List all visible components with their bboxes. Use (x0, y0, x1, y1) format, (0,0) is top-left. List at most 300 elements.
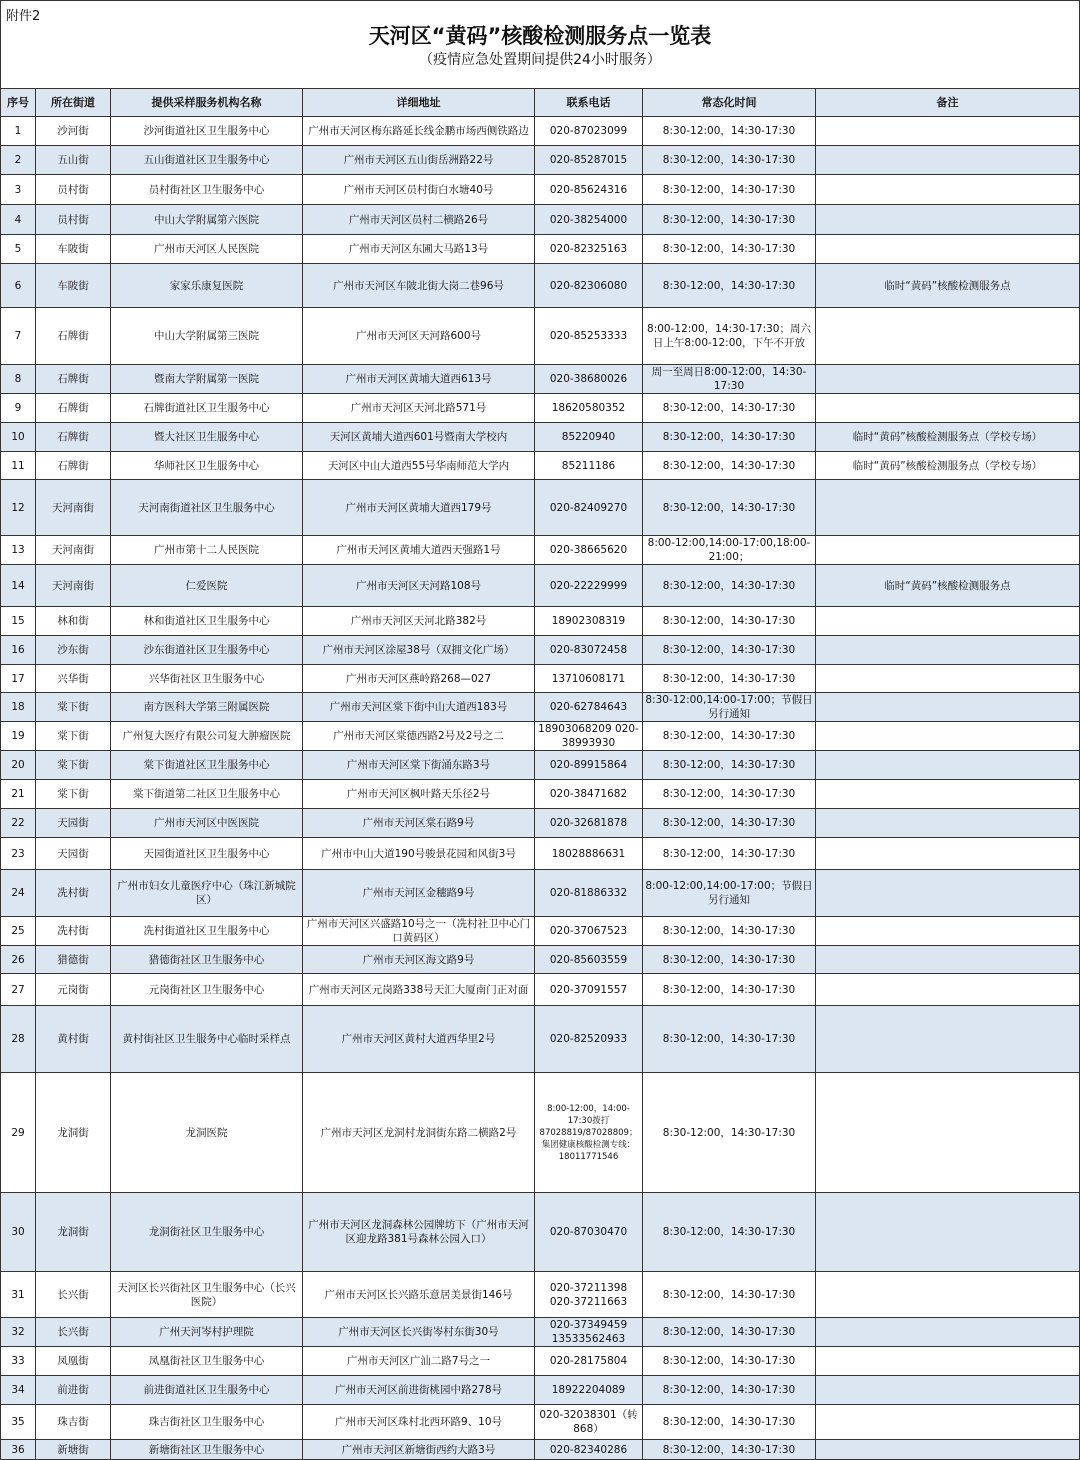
table-row (1, 870, 1080, 917)
table-row (1, 565, 1080, 607)
cell-index: 2 (1, 146, 36, 175)
cell-index: 11 (1, 452, 36, 480)
cell-street: 天园街 (36, 838, 111, 870)
cell-institution: 暨大社区卫生服务中心 (111, 423, 303, 452)
cell-street: 棠下街 (36, 751, 111, 780)
cell-index: 35 (1, 1405, 36, 1440)
cell-remarks (816, 665, 1080, 693)
cell-index: 34 (1, 1376, 36, 1405)
cell-institution: 南方医科大学第三附属医院 (111, 693, 303, 722)
cell-address: 广州市天河区龙洞森林公园牌坊下（广州市天河区迎龙路381号森林公园入口） (303, 1193, 535, 1272)
cell-remarks (816, 536, 1080, 565)
cell-index: 28 (1, 1006, 36, 1073)
cell-street: 沙河街 (36, 117, 111, 146)
cell-street: 天河南街 (36, 480, 111, 536)
table-row (1, 308, 1080, 365)
cell-address: 天河区黄埔大道西601号暨南大学校内 (303, 423, 535, 452)
table-row (1, 1440, 1080, 1460)
table-row (1, 1073, 1080, 1193)
cell-index: 12 (1, 480, 36, 536)
table-row (1, 636, 1080, 665)
cell-index: 32 (1, 1318, 36, 1347)
cell-remarks (816, 308, 1080, 365)
cell-hours: 8:30-12:00，14:30-17:30 (643, 565, 816, 607)
cell-index: 6 (1, 264, 36, 308)
cell-address: 广州市天河区东圃大马路13号 (303, 235, 535, 264)
cell-remarks (816, 1272, 1080, 1318)
cell-phone: 8:00-12:00，14:00-17:30拨打87028819/87028809；集团健康核酸检测专线：18011771546 (535, 1073, 643, 1193)
cell-index: 29 (1, 1073, 36, 1193)
cell-remarks: 临时“黄码”核酸检测服务点 (816, 264, 1080, 308)
cell-institution: 猎德街社区卫生服务中心 (111, 946, 303, 974)
cell-index: 15 (1, 607, 36, 636)
cell-index: 31 (1, 1272, 36, 1318)
cell-phone: 020-82325163 (535, 235, 643, 264)
cell-street: 员村街 (36, 175, 111, 205)
cell-institution: 家家乐康复医院 (111, 264, 303, 308)
cell-remarks (816, 394, 1080, 423)
cell-street: 天河南街 (36, 536, 111, 565)
cell-address: 广州市天河区棠德西路2号及2号之二 (303, 722, 535, 751)
cell-phone: 020-37067523 (535, 917, 643, 946)
cell-institution: 暨南大学附属第一医院 (111, 365, 303, 394)
cell-street: 车陂街 (36, 264, 111, 308)
cell-phone: 020-85287015 (535, 146, 643, 175)
cell-street: 天园街 (36, 809, 111, 838)
cell-institution: 棠下街道第二社区卫生服务中心 (111, 780, 303, 809)
cell-address: 广州市天河区天河路108号 (303, 565, 535, 607)
cell-institution: 林和街道社区卫生服务中心 (111, 607, 303, 636)
cell-institution: 天园街道社区卫生服务中心 (111, 838, 303, 870)
cell-address: 广州市天河区枫叶路天乐径2号 (303, 780, 535, 809)
cell-phone: 020-87030470 (535, 1193, 643, 1272)
cell-phone: 020-38254000 (535, 205, 643, 235)
cell-street: 五山街 (36, 146, 111, 175)
cell-phone: 020-81886332 (535, 870, 643, 917)
cell-hours: 8:30-12:00，14:30-17:30 (643, 1347, 816, 1376)
header-hours: 常态化时间 (643, 89, 816, 117)
cell-phone: 020-85253333 (535, 308, 643, 365)
table-row (1, 751, 1080, 780)
cell-remarks (816, 146, 1080, 175)
header-street: 所在街道 (36, 89, 111, 117)
cell-address: 广州市天河区天河北路571号 (303, 394, 535, 423)
cell-remarks (816, 693, 1080, 722)
table-header-row (1, 89, 1080, 117)
cell-institution: 黄村街社区卫生服务中心临时采样点 (111, 1006, 303, 1073)
cell-index: 27 (1, 974, 36, 1006)
cell-street: 冼村街 (36, 917, 111, 946)
cell-address: 广州市天河区天河路600号 (303, 308, 535, 365)
cell-address: 天河区中山大道西55号华南师范大学内 (303, 452, 535, 480)
cell-phone: 020-85603559 (535, 946, 643, 974)
cell-remarks (816, 809, 1080, 838)
table-row (1, 1006, 1080, 1073)
table-row (1, 1347, 1080, 1376)
cell-phone: 020-37211398 020-37211663 (535, 1272, 643, 1318)
cell-hours: 8:30-12:00，14:30-17:30 (643, 1318, 816, 1347)
cell-phone: 13710608171 (535, 665, 643, 693)
cell-remarks (816, 780, 1080, 809)
cell-street: 棠下街 (36, 722, 111, 751)
cell-institution: 棠下街道社区卫生服务中心 (111, 751, 303, 780)
cell-street: 棠下街 (36, 693, 111, 722)
cell-institution: 华师社区卫生服务中心 (111, 452, 303, 480)
cell-index: 3 (1, 175, 36, 205)
cell-index: 26 (1, 946, 36, 974)
cell-phone: 020-37349459 13533562463 (535, 1318, 643, 1347)
cell-hours: 8:30-12:00，14:30-17:30 (643, 1376, 816, 1405)
cell-hours: 8:30-12:00，14:30-17:30 (643, 1272, 816, 1318)
cell-index: 19 (1, 722, 36, 751)
cell-institution: 珠吉街社区卫生服务中心 (111, 1405, 303, 1440)
cell-address: 广州市天河区棠下街中山大道西183号 (303, 693, 535, 722)
table-row (1, 175, 1080, 205)
cell-hours: 8:30-12:00，14:30-17:30 (643, 838, 816, 870)
cell-address: 广州市天河区棠石路9号 (303, 809, 535, 838)
cell-institution: 沙河街道社区卫生服务中心 (111, 117, 303, 146)
cell-institution: 广州天河岑村护理院 (111, 1318, 303, 1347)
cell-street: 龙洞街 (36, 1073, 111, 1193)
cell-street: 冼村街 (36, 870, 111, 917)
cell-phone: 020-83072458 (535, 636, 643, 665)
cell-street: 珠吉街 (36, 1405, 111, 1440)
cell-institution: 仁爱医院 (111, 565, 303, 607)
cell-remarks (816, 117, 1080, 146)
cell-remarks (816, 365, 1080, 394)
cell-phone: 85211186 (535, 452, 643, 480)
cell-index: 9 (1, 394, 36, 423)
cell-index: 10 (1, 423, 36, 452)
cell-phone: 18922204089 (535, 1376, 643, 1405)
cell-institution: 广州复大医疗有限公司复大肿瘤医院 (111, 722, 303, 751)
cell-address: 广州市天河区新塘街西约大路3号 (303, 1440, 535, 1460)
cell-hours: 8:30-12:00，14:30-17:30 (643, 974, 816, 1006)
cell-phone: 020-85624316 (535, 175, 643, 205)
cell-phone: 020-38471682 (535, 780, 643, 809)
cell-index: 8 (1, 365, 36, 394)
table-row (1, 1318, 1080, 1347)
cell-street: 石牌街 (36, 452, 111, 480)
table-row (1, 264, 1080, 308)
cell-institution: 中山大学附属第三医院 (111, 308, 303, 365)
cell-index: 16 (1, 636, 36, 665)
cell-hours: 8:30-12:00，14:30-17:30 (643, 1073, 816, 1193)
cell-remarks (816, 1347, 1080, 1376)
cell-street: 石牌街 (36, 423, 111, 452)
cell-remarks (816, 722, 1080, 751)
cell-index: 21 (1, 780, 36, 809)
cell-hours: 8:00-12:00，14:30-17:30；周六日上午8:00-12:00，下午不开放 (643, 308, 816, 365)
cell-phone: 18028886631 (535, 838, 643, 870)
cell-phone: 020-38680026 (535, 365, 643, 394)
cell-hours: 8:30-12:00，14:30-17:30 (643, 452, 816, 480)
cell-remarks (816, 235, 1080, 264)
table-row (1, 1376, 1080, 1405)
header-remarks: 备注 (816, 89, 1080, 117)
cell-index: 30 (1, 1193, 36, 1272)
cell-street: 前进街 (36, 1376, 111, 1405)
cell-street: 龙洞街 (36, 1193, 111, 1272)
cell-hours: 8:30-12:00，14:30-17:30 (643, 1193, 816, 1272)
cell-remarks (816, 1006, 1080, 1073)
cell-address: 广州市天河区涂屋38号（双拥文化广场） (303, 636, 535, 665)
cell-address: 广州市天河区龙洞村龙洞街东路二横路2号 (303, 1073, 535, 1193)
cell-remarks (816, 1405, 1080, 1440)
cell-institution: 石牌街道社区卫生服务中心 (111, 394, 303, 423)
cell-remarks: 临时“黄码”核酸检测服务点（学校专场） (816, 452, 1080, 480)
cell-street: 棠下街 (36, 780, 111, 809)
cell-phone: 020-82306080 (535, 264, 643, 308)
cell-street: 车陂街 (36, 235, 111, 264)
cell-institution: 广州市第十二人民医院 (111, 536, 303, 565)
cell-hours: 8:30-12:00，14:30-17:30 (643, 665, 816, 693)
table-row (1, 693, 1080, 722)
cell-institution: 冼村街道社区卫生服务中心 (111, 917, 303, 946)
cell-index: 23 (1, 838, 36, 870)
cell-hours: 8:30-12:00，14:30-17:30 (643, 607, 816, 636)
cell-hours: 8:30-12:00，14:30-17:30 (643, 1440, 816, 1460)
cell-remarks (816, 751, 1080, 780)
table-row (1, 235, 1080, 264)
cell-remarks (816, 946, 1080, 974)
cell-index: 14 (1, 565, 36, 607)
cell-institution: 广州市天河区人民医院 (111, 235, 303, 264)
cell-hours: 8:30-12:00，14:30-17:30 (643, 117, 816, 146)
cell-hours: 8:30-12:00，14:30-17:30 (643, 423, 816, 452)
cell-hours: 8:30-12:00，14:30-17:30 (643, 146, 816, 175)
cell-hours: 8:30-12:00，14:30-17:30 (643, 235, 816, 264)
cell-phone: 18902308319 (535, 607, 643, 636)
cell-remarks (816, 838, 1080, 870)
cell-institution: 广州市妇女儿童医疗中心（珠江新城院区） (111, 870, 303, 917)
cell-hours: 8:30-12:00，14:30-17:30 (643, 751, 816, 780)
cell-hours: 8:30-12:00,14:00-17:00；节假日另行通知 (643, 693, 816, 722)
cell-phone: 020-37091557 (535, 974, 643, 1006)
cell-institution: 龙洞医院 (111, 1073, 303, 1193)
cell-hours: 8:30-12:00，14:30-17:30 (643, 946, 816, 974)
cell-index: 7 (1, 308, 36, 365)
cell-address: 广州市天河区元岗路338号天汇大厦南门正对面 (303, 974, 535, 1006)
cell-address: 广州市天河区员村二横路26号 (303, 205, 535, 235)
cell-street: 石牌街 (36, 308, 111, 365)
cell-address: 广州市天河区燕岭路268—027 (303, 665, 535, 693)
header-phone: 联系电话 (535, 89, 643, 117)
table-row (1, 665, 1080, 693)
cell-index: 5 (1, 235, 36, 264)
cell-institution: 天河南街道社区卫生服务中心 (111, 480, 303, 536)
table-row (1, 480, 1080, 536)
cell-institution: 新塘街社区卫生服务中心 (111, 1440, 303, 1460)
cell-address: 广州市天河区黄村大道西华里2号 (303, 1006, 535, 1073)
cell-hours: 8:00-12:00,14:00-17:00；节假日另行通知 (643, 870, 816, 917)
cell-street: 长兴街 (36, 1318, 111, 1347)
cell-remarks (816, 974, 1080, 1006)
cell-address: 广州市天河区珠村北西环路9、10号 (303, 1405, 535, 1440)
cell-index: 4 (1, 205, 36, 235)
cell-street: 员村街 (36, 205, 111, 235)
cell-address: 广州市天河区天河北路382号 (303, 607, 535, 636)
cell-hours: 周一至周日8:00-12:00，14:30-17:30 (643, 365, 816, 394)
cell-street: 沙东街 (36, 636, 111, 665)
cell-phone: 020-82340286 (535, 1440, 643, 1460)
cell-address: 广州市天河区黄埔大道西天强路1号 (303, 536, 535, 565)
cell-index: 33 (1, 1347, 36, 1376)
cell-hours: 8:30-12:00，14:30-17:30 (643, 264, 816, 308)
cell-phone: 020-28175804 (535, 1347, 643, 1376)
cell-address: 广州市天河区金穗路9号 (303, 870, 535, 917)
cell-hours: 8:30-12:00，14:30-17:30 (643, 175, 816, 205)
table-row (1, 452, 1080, 480)
table-row (1, 838, 1080, 870)
table-row (1, 423, 1080, 452)
cell-address: 广州市中山大道190号骏景花园和风街3号 (303, 838, 535, 870)
cell-institution: 沙东街道社区卫生服务中心 (111, 636, 303, 665)
cell-phone: 020-22229999 (535, 565, 643, 607)
cell-address: 广州市天河区员村街白水塘40号 (303, 175, 535, 205)
cell-institution: 天河区长兴街社区卫生服务中心（长兴医院） (111, 1272, 303, 1318)
cell-address: 广州市天河区兴盛路10号之一（冼村社卫中心门口黄码区） (303, 917, 535, 946)
cell-street: 兴华街 (36, 665, 111, 693)
cell-hours: 8:30-12:00，14:30-17:30 (643, 636, 816, 665)
cell-institution: 广州市天河区中医医院 (111, 809, 303, 838)
header-institution: 提供采样服务机构名称 (111, 89, 303, 117)
cell-index: 20 (1, 751, 36, 780)
table-row (1, 146, 1080, 175)
cell-index: 24 (1, 870, 36, 917)
cell-street: 石牌街 (36, 394, 111, 423)
cell-phone: 020-32038301（转868） (535, 1405, 643, 1440)
cell-phone: 020-82520933 (535, 1006, 643, 1073)
cell-phone: 18903068209 020-38993930 (535, 722, 643, 751)
cell-phone: 18620580352 (535, 394, 643, 423)
table-row (1, 536, 1080, 565)
attachment-label: 附件2 (6, 9, 41, 24)
table-row (1, 974, 1080, 1006)
cell-street: 黄村街 (36, 1006, 111, 1073)
cell-remarks (816, 1193, 1080, 1272)
cell-address: 广州市天河区梅东路延长线金鹏市场西侧铁路边 (303, 117, 535, 146)
cell-institution: 员村街社区卫生服务中心 (111, 175, 303, 205)
cell-institution: 元岗街社区卫生服务中心 (111, 974, 303, 1006)
cell-address: 广州市天河区五山街岳洲路22号 (303, 146, 535, 175)
cell-hours: 8:30-12:00，14:30-17:30 (643, 917, 816, 946)
table-row (1, 365, 1080, 394)
cell-institution: 凤凰街社区卫生服务中心 (111, 1347, 303, 1376)
table-row (1, 917, 1080, 946)
cell-phone: 020-38665620 (535, 536, 643, 565)
cell-street: 石牌街 (36, 365, 111, 394)
cell-street: 猎德街 (36, 946, 111, 974)
cell-phone: 020-32681878 (535, 809, 643, 838)
cell-address: 广州市天河区车陂北街大岗二巷96号 (303, 264, 535, 308)
cell-hours: 8:00-12:00,14:00-17:00,18:00-21:00； (643, 536, 816, 565)
cell-remarks (816, 175, 1080, 205)
cell-index: 25 (1, 917, 36, 946)
cell-remarks (816, 636, 1080, 665)
cell-hours: 8:30-12:00，14:30-17:30 (643, 722, 816, 751)
table-row (1, 205, 1080, 235)
cell-hours: 8:30-12:00，14:30-17:30 (643, 1405, 816, 1440)
cell-remarks (816, 870, 1080, 917)
cell-street: 长兴街 (36, 1272, 111, 1318)
cell-remarks (816, 917, 1080, 946)
cell-remarks (816, 205, 1080, 235)
cell-remarks (816, 607, 1080, 636)
cell-address: 广州市天河区前进街桃园中路278号 (303, 1376, 535, 1405)
cell-phone: 020-89915864 (535, 751, 643, 780)
cell-phone: 020-87023099 (535, 117, 643, 146)
testing-sites-table (0, 88, 1080, 1460)
cell-index: 22 (1, 809, 36, 838)
cell-remarks: 临时“黄码”核酸检测服务点 (816, 565, 1080, 607)
cell-remarks (816, 1318, 1080, 1347)
cell-remarks (816, 1073, 1080, 1193)
cell-index: 36 (1, 1440, 36, 1460)
cell-address: 广州市天河区黄埔大道西613号 (303, 365, 535, 394)
cell-index: 18 (1, 693, 36, 722)
cell-hours: 8:30-12:00，14:30-17:30 (643, 480, 816, 536)
cell-phone: 020-62784643 (535, 693, 643, 722)
table-row (1, 1405, 1080, 1440)
cell-institution: 龙洞街社区卫生服务中心 (111, 1193, 303, 1272)
cell-address: 广州市天河区广汕二路7号之一 (303, 1347, 535, 1376)
cell-phone: 85220940 (535, 423, 643, 452)
table-row (1, 394, 1080, 423)
cell-street: 元岗街 (36, 974, 111, 1006)
table-row (1, 607, 1080, 636)
cell-index: 13 (1, 536, 36, 565)
cell-hours: 8:30-12:00，14:30-17:30 (643, 394, 816, 423)
cell-institution: 五山街道社区卫生服务中心 (111, 146, 303, 175)
cell-address: 广州市天河区海文路9号 (303, 946, 535, 974)
cell-address: 广州市天河区长兴路乐意居美景街146号 (303, 1272, 535, 1318)
cell-hours: 8:30-12:00，14:30-17:30 (643, 205, 816, 235)
table-row (1, 1272, 1080, 1318)
cell-remarks: 临时“黄码”核酸检测服务点（学校专场） (816, 423, 1080, 452)
cell-phone: 020-82409270 (535, 480, 643, 536)
cell-address: 广州市天河区棠下街涌东路3号 (303, 751, 535, 780)
cell-address: 广州市天河区长兴街岑村东街30号 (303, 1318, 535, 1347)
cell-remarks (816, 1440, 1080, 1460)
cell-street: 新塘街 (36, 1440, 111, 1460)
cell-remarks (816, 1376, 1080, 1405)
table-row (1, 722, 1080, 751)
table-row (1, 780, 1080, 809)
cell-hours: 8:30-12:00，14:30-17:30 (643, 1006, 816, 1073)
table-row (1, 117, 1080, 146)
table-row (1, 946, 1080, 974)
header-address: 详细地址 (303, 89, 535, 117)
cell-index: 1 (1, 117, 36, 146)
header-index: 序号 (1, 89, 36, 117)
table-row (1, 809, 1080, 838)
cell-institution: 中山大学附属第六医院 (111, 205, 303, 235)
cell-remarks (816, 480, 1080, 536)
page-subtitle: （疫情应急处置期间提供24小时服务） (419, 52, 661, 68)
cell-street: 天河南街 (36, 565, 111, 607)
cell-street: 凤凰街 (36, 1347, 111, 1376)
cell-address: 广州市天河区黄埔大道西179号 (303, 480, 535, 536)
cell-hours: 8:30-12:00，14:30-17:30 (643, 780, 816, 809)
page-title: 天河区“黄码”核酸检测服务点一览表 (368, 24, 712, 48)
cell-index: 17 (1, 665, 36, 693)
cell-street: 林和街 (36, 607, 111, 636)
table-row (1, 1193, 1080, 1272)
cell-hours: 8:30-12:00，14:30-17:30 (643, 809, 816, 838)
cell-institution: 兴华街社区卫生服务中心 (111, 665, 303, 693)
cell-institution: 前进街道社区卫生服务中心 (111, 1376, 303, 1405)
